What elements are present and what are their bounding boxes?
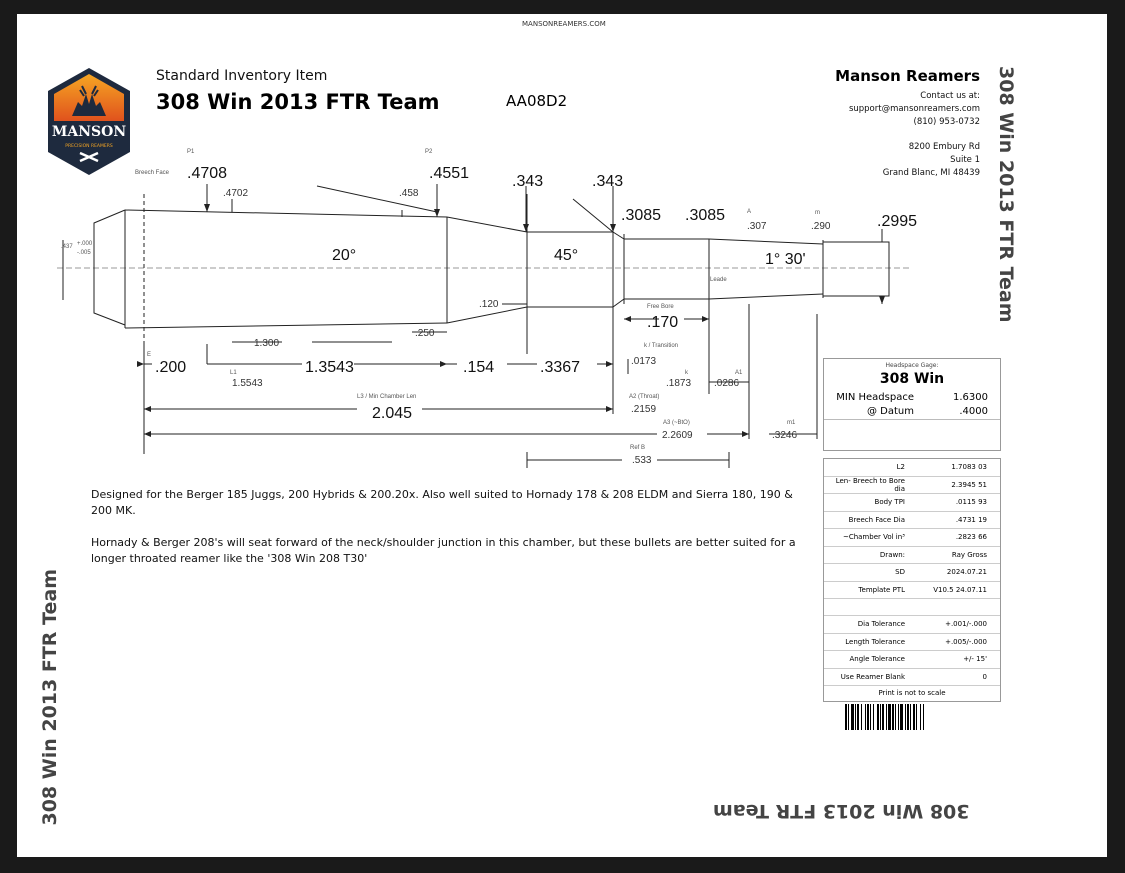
side-title-left: 308 Win 2013 FTR Team	[39, 569, 61, 826]
dim-22609: 2.2609	[662, 430, 693, 441]
contact-phone: (810) 953-0732	[913, 117, 980, 127]
description	[91, 487, 811, 583]
table-row: L2 1.7083 03	[824, 459, 1000, 477]
angle-throat: 1° 30'	[765, 251, 806, 268]
min-headspace-value: 1.6300	[953, 392, 988, 403]
label-p1: P1	[187, 149, 195, 155]
datum-value: .4000	[959, 406, 988, 417]
label-e: E	[147, 352, 152, 358]
inventory-subtitle: Standard Inventory Item	[156, 68, 328, 84]
part-number: AA08D2	[506, 92, 568, 110]
label-breech-face: Breech Face	[135, 170, 170, 176]
table-row: SD 2024.07.21	[824, 564, 1000, 582]
label-a3: A3 (~BtO)	[663, 420, 690, 426]
dim-2045: 2.045	[372, 405, 413, 422]
barcode	[845, 704, 981, 730]
description-line-2: Hornady & Berger 208's will seat forward of the neck/shoulder junction in this chamber, but these bullets are better suited for a longer throated reamer like the '308 Win 208 T30'	[91, 536, 796, 565]
dim-154: .154	[463, 359, 495, 376]
shank-tol-bot: -.005	[77, 250, 91, 256]
label-m: m	[815, 210, 820, 216]
label-m1: m1	[787, 420, 796, 426]
label-p2: P2	[425, 149, 433, 155]
drawing-labels	[61, 149, 917, 466]
arrow-e	[137, 361, 144, 367]
company-name: Manson Reamers	[835, 67, 980, 85]
dim-3367: .3367	[540, 359, 581, 376]
dim-15543: 1.5543	[232, 378, 263, 389]
table-row: Drawn: Ray Gross	[824, 547, 1000, 565]
description-line-1: Designed for the Berger 185 Juggs, 200 Hybrids & 200.20x. Also well suited to Hornady 178 & 208 ELDM and Sierra 180, 190 & 200 MK.	[91, 488, 793, 517]
tolerance-row: Angle Tolerance +/- 15'	[824, 651, 1000, 669]
drawing-sheet	[17, 14, 1107, 857]
dim-free-bore: .170	[647, 314, 679, 331]
label-l1: L1	[230, 370, 237, 376]
angle-shoulder: 45°	[554, 247, 579, 264]
tolerance-row: Length Tolerance +.005/-.000	[824, 634, 1000, 652]
label-transition: k / Transition	[644, 343, 679, 349]
dim-13543: 1.3543	[305, 359, 354, 376]
table-row-blank	[824, 599, 1000, 616]
gage-cartridge: 308 Win	[879, 371, 945, 387]
contact-label: Contact us at:	[920, 91, 980, 101]
dim-neck-dia-1: .3085	[621, 207, 662, 224]
table-row: Body TPI .0115 93	[824, 494, 1000, 512]
sheet-url: MANSONREAMERS.COM	[522, 20, 606, 28]
headspace-gage-box	[823, 358, 1001, 451]
spec-table	[823, 458, 1001, 702]
dim-533: .533	[632, 455, 652, 466]
dim-1873: .1873	[666, 378, 692, 389]
label-leade: Leade	[710, 277, 727, 283]
address-street: 8200 Embury Rd	[908, 142, 980, 152]
logo-brand: MANSON	[51, 124, 127, 140]
bottom-title-flipped: 308 Win 2013 FTR Team	[713, 800, 970, 822]
table-row: Len- Breech to Bore dia 2.3945 51	[824, 477, 1000, 495]
dim-p2-dia: .4551	[429, 165, 470, 182]
address-city: Grand Blanc, MI 48439	[882, 168, 980, 178]
gage-min-headspace	[824, 391, 1000, 405]
dim-0286: .0286	[714, 378, 740, 389]
contact-email[interactable]: support@mansonreamers.com	[848, 104, 980, 114]
logo-tagline: PRECISION REAMERS	[65, 144, 113, 149]
gage-heading: Headspace Gage:	[885, 362, 939, 369]
dim-250: .250	[415, 328, 435, 339]
label-a: A	[747, 209, 752, 215]
dim-p2-ref: .458	[399, 188, 419, 199]
label-k: k	[685, 370, 688, 376]
dim-m-dia: .290	[811, 221, 831, 232]
print-note: Print is not to scale	[878, 689, 946, 697]
label-free-bore: Free Bore	[647, 304, 674, 310]
label-l3: L3 / Min Chamber Len	[357, 394, 417, 400]
label-a2: A2 (Throat)	[629, 394, 660, 400]
dim-neck-dia-2: .3085	[685, 207, 726, 224]
shank-tol-top: +.000	[77, 241, 93, 247]
table-row: ~Chamber Vol in³ .2823 66	[824, 529, 1000, 547]
dim-2159: .2159	[631, 404, 657, 415]
dim-200: .200	[155, 359, 187, 376]
page-title: 308 Win 2013 FTR Team	[156, 90, 440, 114]
dim-1300: 1.300	[254, 338, 280, 349]
angle-body: 20°	[332, 247, 357, 264]
datum-label: @ Datum	[866, 406, 914, 417]
label-ref-b: Ref B	[630, 445, 646, 451]
dim-shoulder-dia-1: .343	[512, 173, 544, 190]
label-a1: A1	[735, 370, 743, 376]
dim-a-dia: .307	[747, 221, 767, 232]
dim-p1-ref: .4702	[223, 188, 249, 199]
gage-datum	[824, 405, 1000, 419]
dim-bore-dia: .2995	[877, 213, 918, 230]
address-suite: Suite 1	[950, 155, 980, 165]
dim-shank-dia: .437	[61, 244, 73, 250]
dim-shoulder-dia-2: .343	[592, 173, 624, 190]
tolerance-row: Use Reamer Blank 0	[824, 669, 1000, 687]
dim-3246: .3246	[772, 430, 798, 441]
dim-radius: .120	[479, 299, 499, 310]
dim-transition: .0173	[631, 356, 657, 367]
tolerance-row: Dia Tolerance +.001/-.000	[824, 616, 1000, 634]
side-title-right: 308 Win 2013 FTR Team	[995, 66, 1017, 323]
table-row: Template PTL V10.5 24.07.11	[824, 582, 1000, 600]
dim-p1-dia: .4708	[187, 165, 228, 182]
table-row: Breech Face Dia .4731 19	[824, 512, 1000, 530]
min-headspace-label: MIN Headspace	[836, 392, 914, 403]
